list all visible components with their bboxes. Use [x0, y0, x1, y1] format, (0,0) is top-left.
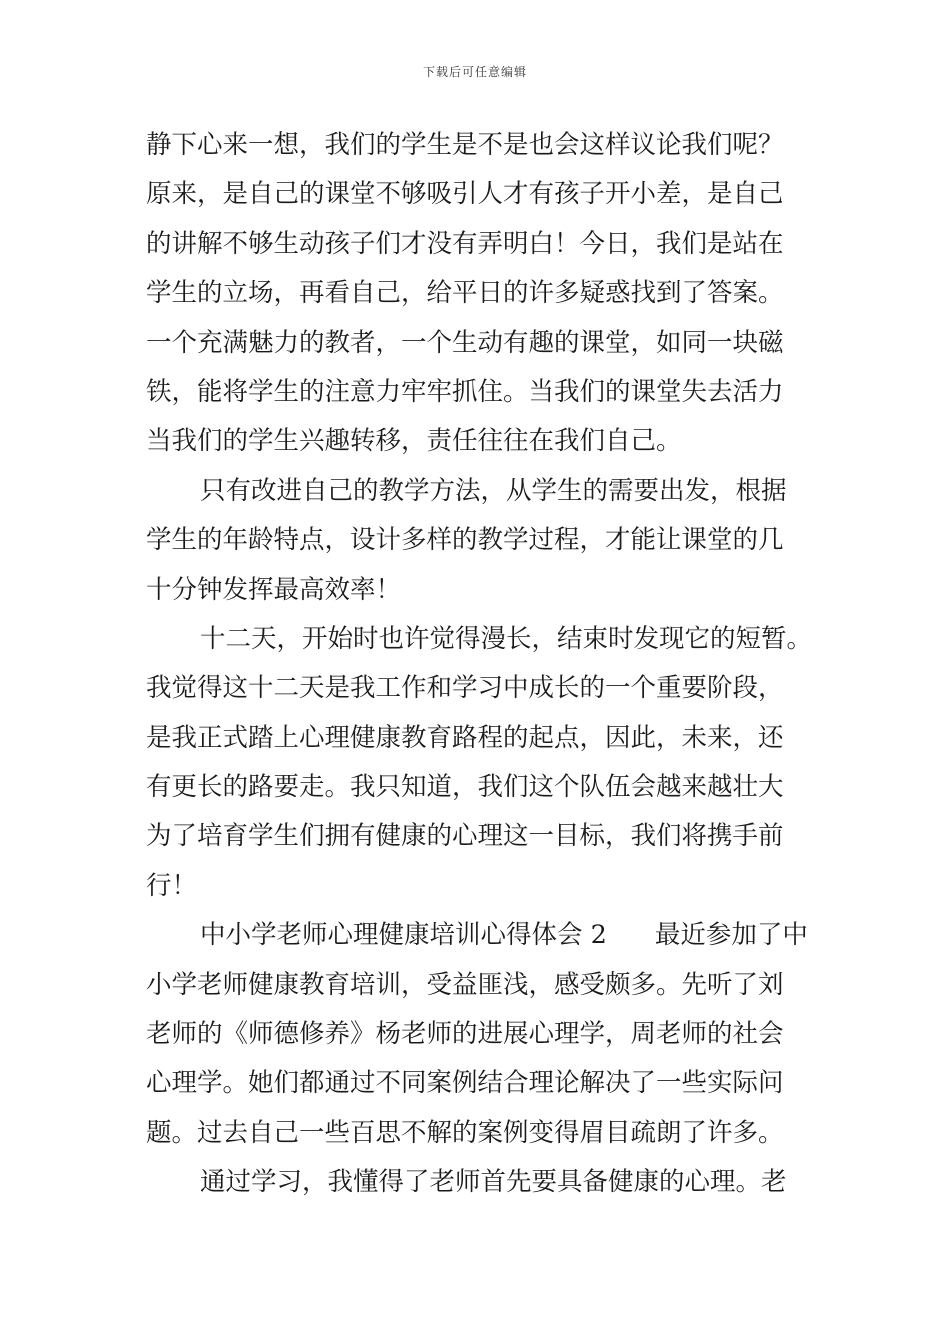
text-line: 一个充满魅力的教者，一个生动有趣的课堂，如同一块磁 [146, 327, 784, 358]
document-body [146, 121, 816, 1208]
text-line: 通过学习，我懂得了老师首先要具备健康的心理。老 [200, 1167, 787, 1198]
text-line: 行！ [146, 870, 198, 901]
text-line: 我觉得这十二天是我工作和学习中成长的一个重要阶段， [146, 673, 784, 704]
text-line: 学生的立场，再看自己，给平日的许多疑惑找到了答案。 [146, 278, 784, 309]
text-line: 为了培育学生们拥有健康的心理这一目标，我们将携手前 [146, 821, 784, 852]
section-heading: 中小学老师心理健康培训心得体会 2 [200, 920, 607, 951]
text-line: 十分钟发挥最高效率！ [146, 574, 402, 605]
text-line: 当我们的学生兴趣转移，责任往往在我们自己。 [146, 426, 682, 457]
text-line: 只有改进自己的教学方法，从学生的需要出发，根据 [200, 475, 787, 506]
text-line: 是我正式踏上心理健康教育路程的起点，因此，未来，还 [146, 722, 784, 753]
text-line: 题。过去自己一些百思不解的案例变得眉目疏朗了许多。 [146, 1117, 784, 1148]
text-line: 的讲解不够生动孩子们才没有弄明白！今日，我们是站在 [146, 228, 784, 259]
text-line: 铁，能将学生的注意力牢牢抓住。当我们的课堂失去活力 [146, 376, 784, 407]
text-line: 老师的《师德修养》杨老师的进展心理学，周老师的社会 [146, 1019, 784, 1050]
section-heading-line [146, 911, 816, 960]
text-line: 原来，是自己的课堂不够吸引人才有孩子开小差，是自己 [146, 179, 784, 210]
text-line: 学生的年龄特点，设计多样的教学过程，才能让课堂的几 [146, 525, 784, 556]
text-line: 有更长的路要走。我只知道，我们这个队伍会越来越壮大 [146, 772, 784, 803]
text-line: 小学老师健康教育培训，受益匪浅，感受颇多。先听了刘 [146, 969, 784, 1000]
page-header: 下载后可任意编辑 [422, 65, 527, 79]
text-line: 静下心来一想，我们的学生是不是也会这样议论我们呢？ [146, 130, 784, 160]
text-line: 心理学。她们都通过不同案例结合理论解决了一些实际问 [146, 1068, 784, 1099]
text-line: 十二天，开始时也许觉得漫长，结束时发现它的短暂。 [200, 623, 813, 654]
text-line: 最近参加了中 [654, 920, 808, 951]
